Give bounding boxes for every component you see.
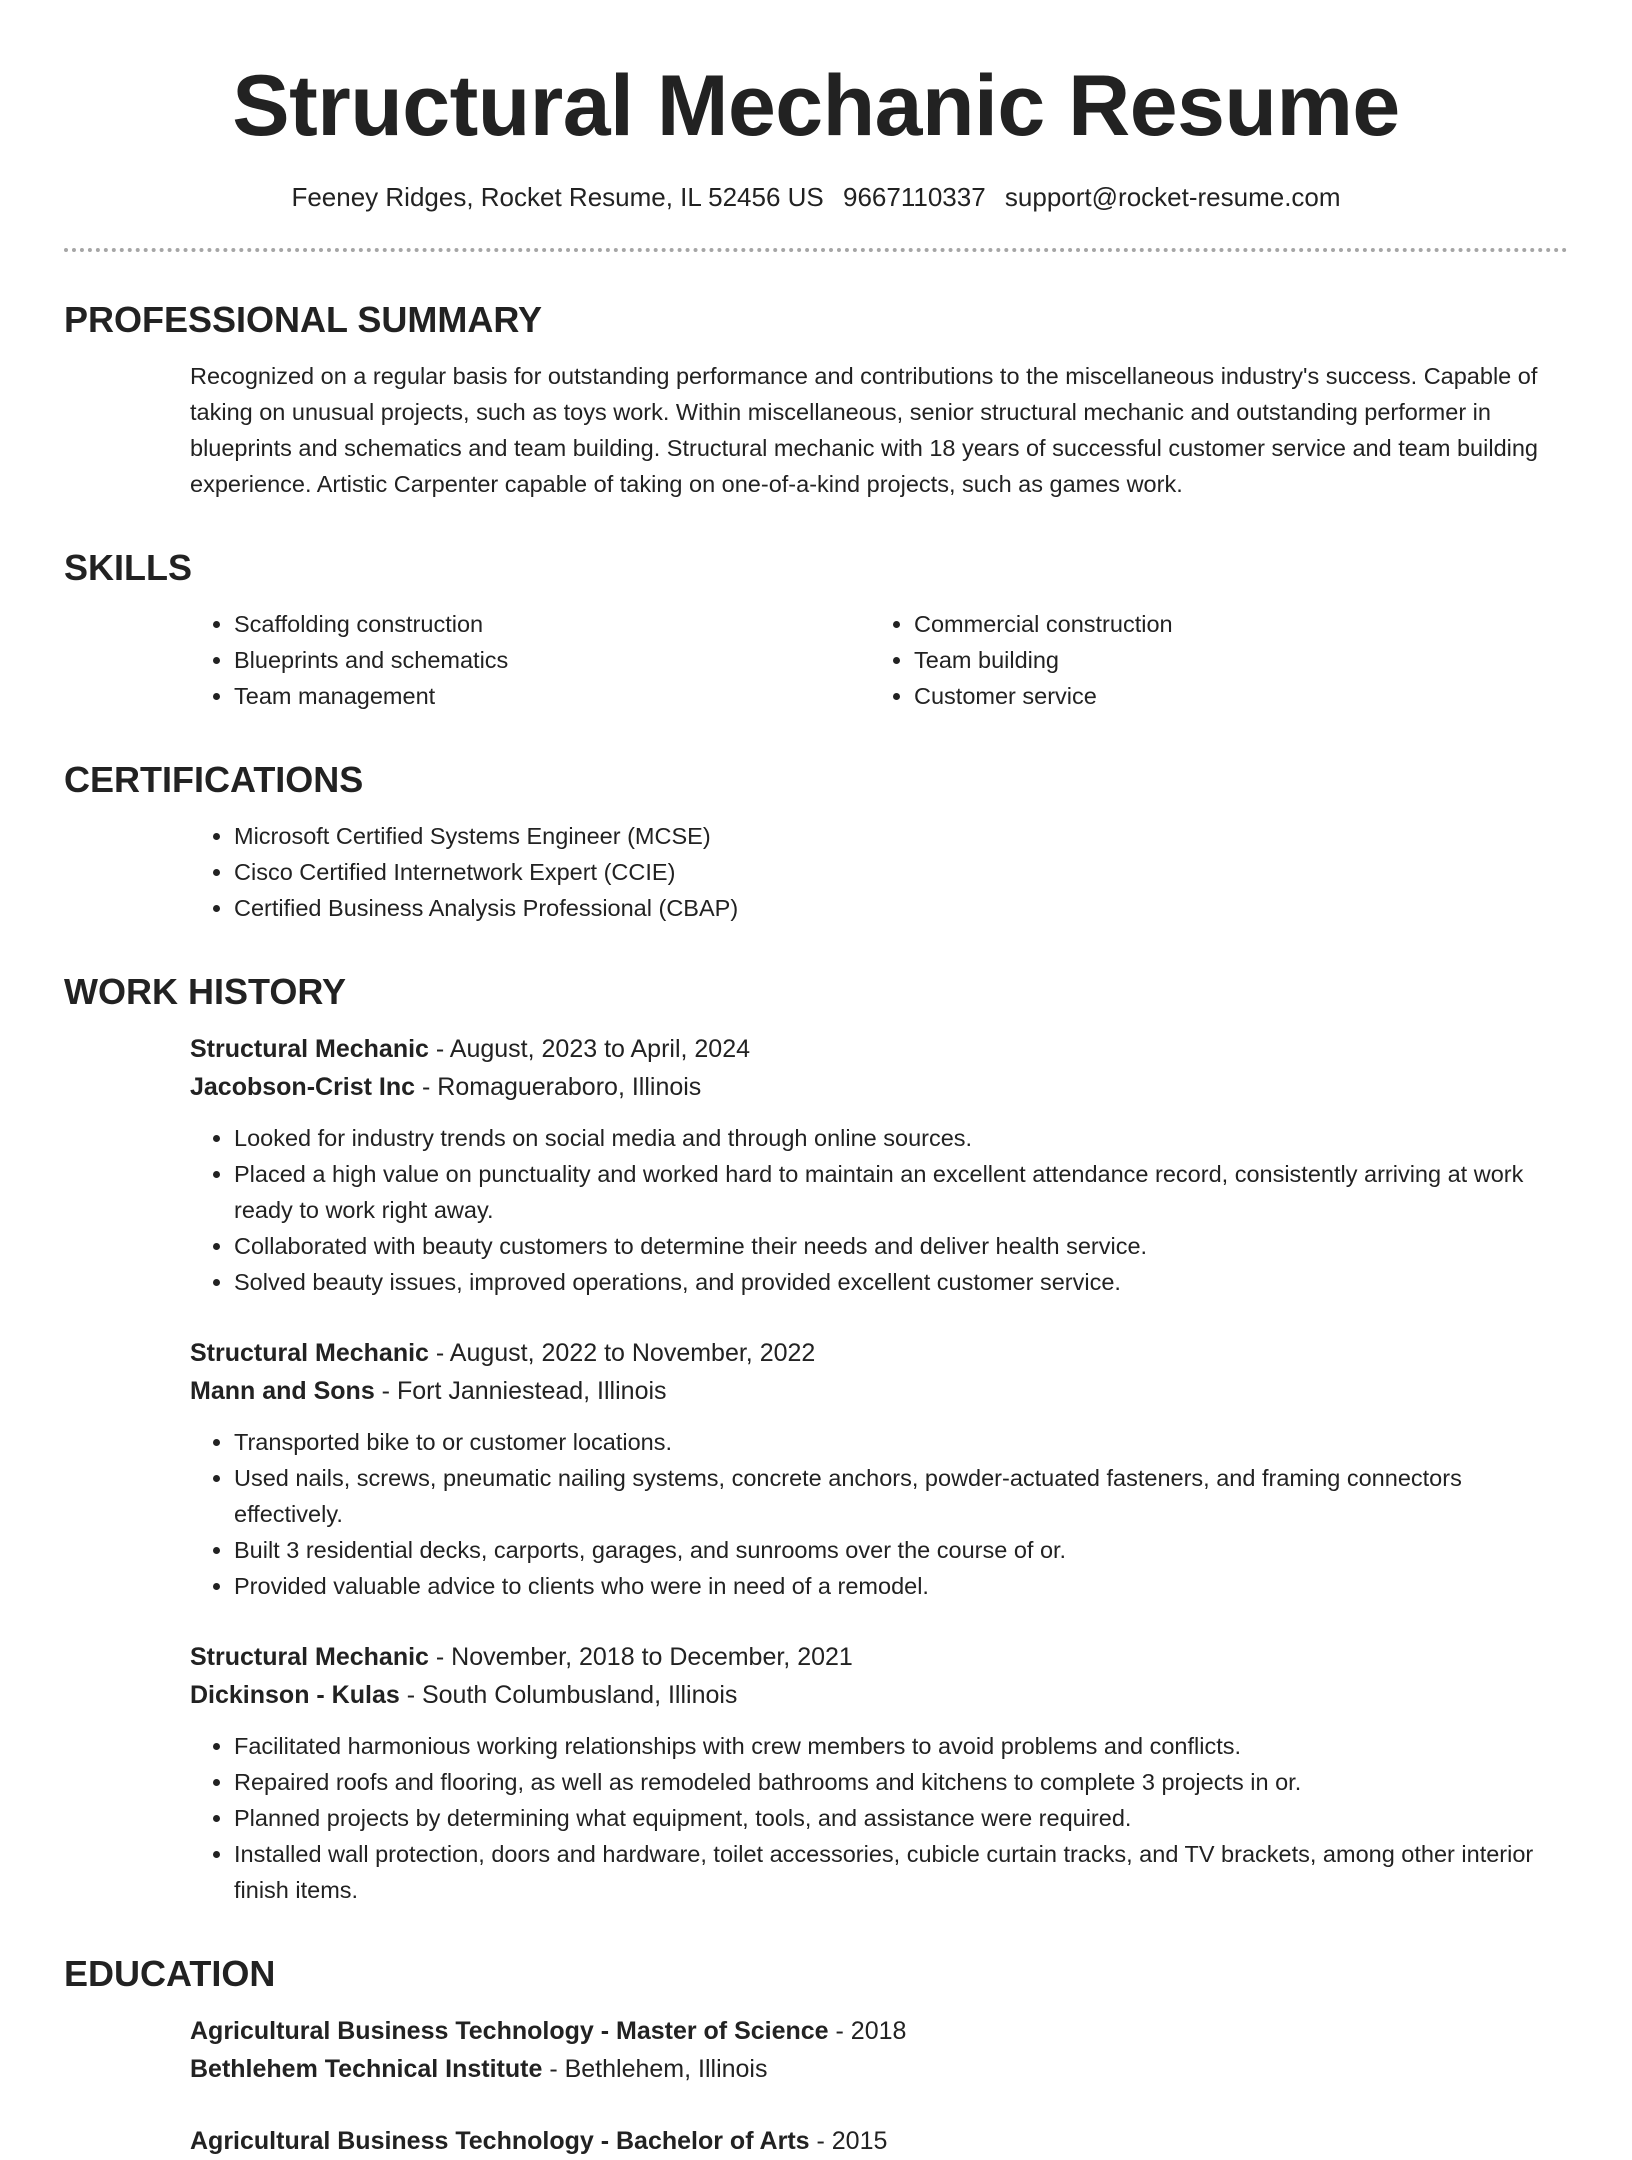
skill-item: • Team building: [914, 642, 1550, 678]
job-entry: [190, 1030, 1568, 1300]
summary-heading: PROFESSIONAL SUMMARY: [64, 299, 543, 340]
skill-item: • Scaffolding construction: [234, 606, 870, 642]
job-entry: [190, 1638, 1568, 1908]
job-bullet: • Looked for industry trends on social media and through online sources.: [234, 1120, 1568, 1156]
job-bullets: [190, 1120, 1568, 1300]
resume-title: Structural Mechanic Resume: [232, 58, 1400, 154]
job-dates: - August, 2022 to November, 2022: [428, 1339, 816, 1367]
header-divider: [64, 248, 1568, 252]
education-entry: [190, 2122, 1568, 2160]
certifications-heading: CERTIFICATIONS: [64, 759, 364, 800]
certification-item: • Certified Business Analysis Professional (CBAP): [234, 890, 1568, 926]
skills-list-right: [870, 606, 1550, 714]
job-title: Structural Mechanic: [190, 1643, 429, 1671]
job-bullet: • Planned projects by determining what equipment, tools, and assistance were required.: [234, 1800, 1568, 1836]
education-school-line: [190, 2050, 1568, 2088]
skill-item: • Customer service: [914, 678, 1550, 714]
education-entry: [190, 2012, 1568, 2088]
summary-text: Recognized on a regular basis for outstanding performance and contributions to the miscellaneous industry's success. Capable of taking on unusual projects, such as toys work. Within miscellaneous, senior structural mechanic and outstanding performer in blueprints and schematics and team building. Structural mechanic with 18 years of successful customer service and team building experience. Artistic Carpenter capable of taking on one-of-a-kind projects, such as games work.: [190, 363, 1539, 497]
job-location: - Fort Janniestead, Illinois: [374, 1377, 667, 1405]
skills-section: [64, 546, 1568, 714]
job-bullet: • Used nails, screws, pneumatic nailing systems, concrete anchors, powder-actuated fasteners, and framing connectors effectively.: [234, 1460, 1568, 1532]
education-degree-line: [190, 2012, 1568, 2050]
job-location: - Romagueraboro, Illinois: [415, 1073, 702, 1101]
job-location: - South Columbusland, Illinois: [399, 1681, 738, 1709]
work-history-section: [64, 970, 1568, 1908]
certifications-list: [190, 818, 1568, 926]
certifications-section: [64, 758, 1568, 926]
contact-email: support@rocket-resume.com: [1004, 182, 1341, 212]
job-company: Dickinson - Kulas: [190, 1681, 400, 1709]
education-degree: Agricultural Business Technology - Master of Science: [190, 2017, 829, 2045]
job-dates: - August, 2023 to April, 2024: [428, 1035, 751, 1063]
job-bullet: • Repaired roofs and flooring, as well as remodeled bathrooms and kitchens to complete 3 projects in or.: [234, 1764, 1568, 1800]
job-bullet: • Collaborated with beauty customers to determine their needs and deliver health service.: [234, 1228, 1568, 1264]
job-company-line: [190, 1676, 1568, 1714]
skill-item: • Commercial construction: [914, 606, 1550, 642]
education-year: - 2015: [809, 2127, 888, 2155]
skills-heading: SKILLS: [64, 547, 193, 588]
skills-columns: [190, 606, 1568, 714]
skills-list-left: [190, 606, 870, 714]
contact-line: [64, 180, 1568, 214]
education-degree-line: [190, 2122, 1568, 2160]
skill-item: • Blueprints and schematics: [234, 642, 870, 678]
job-bullet: • Provided valuable advice to clients who were in need of a remodel.: [234, 1568, 1568, 1604]
education-location: - Bethlehem, Illinois: [542, 2055, 768, 2083]
job-title-line: [190, 1334, 1568, 1372]
contact-phone: 9667110337: [843, 182, 986, 212]
skills-column-left: [190, 606, 870, 714]
education-school: Bethlehem Technical Institute: [190, 2055, 543, 2083]
contact-address: Feeney Ridges, Rocket Resume, IL 52456 US: [291, 182, 824, 212]
job-company: Mann and Sons: [190, 1377, 375, 1405]
summary-section: [64, 298, 1568, 502]
education-degree: Agricultural Business Technology - Bachelor of Arts: [190, 2127, 810, 2155]
education-section: [64, 1952, 1568, 2160]
job-title: Structural Mechanic: [190, 1035, 429, 1063]
certification-item: • Microsoft Certified Systems Engineer (MCSE): [234, 818, 1568, 854]
job-title-line: [190, 1030, 1568, 1068]
job-bullet: • Facilitated harmonious working relationships with crew members to avoid problems and conflicts.: [234, 1728, 1568, 1764]
skill-item: • Team management: [234, 678, 870, 714]
certification-item: • Cisco Certified Internetwork Expert (CCIE): [234, 854, 1568, 890]
job-dates: - November, 2018 to December, 2021: [428, 1643, 853, 1671]
job-title-line: [190, 1638, 1568, 1676]
certifications-bullets: [190, 818, 1568, 926]
job-bullet: • Solved beauty issues, improved operations, and provided excellent customer service.: [234, 1264, 1568, 1300]
job-entry: [190, 1334, 1568, 1604]
job-bullets: [190, 1728, 1568, 1908]
job-bullet: • Transported bike to or customer locations.: [234, 1424, 1568, 1460]
job-company-line: [190, 1372, 1568, 1410]
job-bullet: • Installed wall protection, doors and hardware, toilet accessories, cubicle curtain tracks, and TV brackets, among other interior finish items.: [234, 1836, 1568, 1908]
job-company-line: [190, 1068, 1568, 1106]
work-history-heading: WORK HISTORY: [64, 971, 347, 1012]
job-bullet: • Built 3 residential decks, carports, garages, and sunrooms over the course of or.: [234, 1532, 1568, 1568]
education-heading: EDUCATION: [64, 1953, 276, 1994]
job-bullets: [190, 1424, 1568, 1604]
skills-column-right: [870, 606, 1550, 714]
job-company: Jacobson-Crist Inc: [190, 1073, 416, 1101]
job-bullet: • Placed a high value on punctuality and worked hard to maintain an excellent attendance record, consistently arriving at work ready to work right away.: [234, 1156, 1568, 1228]
education-year: - 2018: [828, 2017, 907, 2045]
job-title: Structural Mechanic: [190, 1339, 429, 1367]
